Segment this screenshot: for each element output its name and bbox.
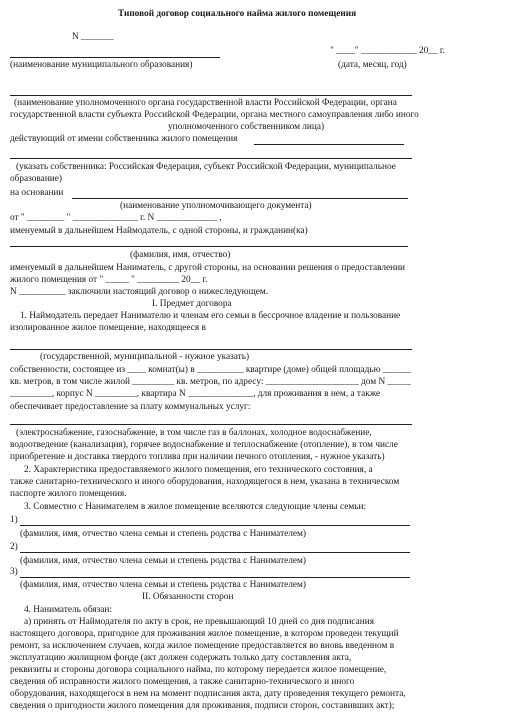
- family-member-1-blank: [20, 525, 410, 526]
- family-member-3-number: 3): [10, 567, 18, 577]
- clause-4a-line-5: реквизиты и стороны договора социального найма, по которому передается жилое помещение,: [10, 665, 387, 675]
- tenant-line-2: жилого помещения от " _____ " _________ 20__ г.: [10, 275, 208, 285]
- family-member-1-caption: (фамилия, имя, отчество члена семьи и степень родства с Нанимателем): [20, 529, 306, 539]
- owner-caption-1: (указать собственника: Российская Федерация, субъект Российской Федерации, муниципальное: [16, 162, 396, 172]
- contract-date: " ____" ____________ 20__ г.: [330, 46, 445, 56]
- clause-1-line-2: изолированное жилое помещение, находящееся в: [10, 323, 206, 333]
- tenant-line-1: именуемый в дальнейшем Наниматель, с другой стороны, на основании решения о предоставлении: [10, 263, 406, 273]
- authority-caption-1: (наименование уполномоченного органа государственной власти Российской Федерации, органа: [14, 98, 397, 108]
- basis-blank: [72, 198, 408, 199]
- family-member-3-caption: (фамилия, имя, отчество члена семьи и степень родства с Нанимателем): [20, 580, 306, 590]
- clause-4a-line-2: настоящего договора, пригодное для проживания жилое помещение, в котором проведен текущий: [10, 629, 399, 639]
- ownership-blank: [10, 349, 412, 350]
- clause-2-line-1: 2. Характеристика предоставляемого жилого помещения, его технического состояния, а: [24, 465, 373, 475]
- clause-4a-line-1: а) принять от Наймодателя по акту в срок, не превышающий 10 дней со дня подписания: [24, 617, 375, 627]
- date-caption: (дата, месяц, год): [338, 60, 407, 70]
- municipality-blank: [10, 57, 220, 58]
- authorizing-doc-caption: (наименование уполномочивающего документа): [120, 201, 312, 211]
- clause-4a-line-6: сведения об исправности жилого помещения, а также санитарно-технического и иного: [10, 677, 355, 687]
- owner-blank: [10, 158, 412, 159]
- municipality-caption: (наименование муниципального образования): [10, 60, 193, 70]
- clause-1-line-5: _________, корпус N _________, квартира N ______________, для проживания в нем, а также: [10, 389, 381, 399]
- clause-1-line-6: обеспечивает предоставление за плату коммунальных услуг:: [10, 402, 251, 412]
- contract-number: N _______: [72, 32, 114, 42]
- clause-2-line-2: также санитарно-технического и иного оборудования, находящегося в нем, указана в техническом: [10, 477, 400, 487]
- utilities-line-1: (электроснабжение, газоснабжение, в том числе газ в баллонах, холодное водоснабжение,: [16, 428, 372, 438]
- clause-4a-line-4: эксплуатацию жилищном фонде (акт должен содержать только дату составления акта,: [10, 653, 352, 663]
- utilities-line-3: приобретение и доставка твердого топлива при наличии печного отопления, - нужное указать): [10, 452, 385, 462]
- authority-caption-2: государственной власти субъекта Российской Федерации, органа местного самоуправления либо иного: [10, 110, 419, 120]
- utilities-blank: [10, 424, 412, 425]
- authority-blank: [10, 95, 412, 96]
- basis-line: на основании: [10, 188, 64, 198]
- clause-4a-line-3: ремонт, за исключением случаев, когда жилое помещение предоставляется во вновь введенном в: [10, 641, 395, 651]
- clause-4a-line-8: сведения о пригодности жилого помещения для проживания, подписи сторон, составивших акт);: [10, 701, 395, 711]
- authorizing-doc-date: от " ________ " ______________ г. N _____________ ,: [10, 213, 222, 223]
- clause-2-line-3: паспорте жилого помещения.: [10, 489, 127, 499]
- family-member-1-number: 1): [10, 515, 18, 525]
- clause-1-line-1: 1. Наймодатель передает Нанимателю и членам его семьи в бессрочное владение и пользование: [20, 311, 401, 321]
- landlord-line: именуемый в дальнейшем Наймодатель, с одной стороны, и гражданин(ка): [10, 226, 308, 236]
- tenant-line-3: N __________ заключили настоящий договор о нижеследующем.: [10, 287, 269, 297]
- owner-caption-2: образование): [10, 174, 62, 184]
- acting-on-behalf: действующий от имени собственника жилого помещения: [10, 134, 238, 144]
- utilities-line-2: водоотведение (канализация), горячее водоснабжение и теплоснабжение (отопление), в том числе: [10, 440, 398, 450]
- clause-1-line-3: собственности, состоящее из ____ комнат(ы) в __________ квартире (доме) общей площадью ______: [10, 365, 411, 375]
- family-member-2-number: 2): [10, 542, 18, 552]
- authority-caption-3: уполномоченного собственником лица): [168, 122, 325, 132]
- tenant-name-blank: [10, 246, 408, 247]
- clause-4-heading: 4. Наниматель обязан:: [24, 605, 112, 615]
- family-member-2-blank: [20, 552, 410, 553]
- clause-1-line-4: кв. метров, в том числе жилой _________ кв. метров, по адресу: ____________________ дом N _____: [10, 377, 411, 387]
- family-member-2-caption: (фамилия, имя, отчество члена семьи и степень родства с Нанимателем): [20, 556, 306, 566]
- acting-blank: [254, 144, 404, 145]
- tenant-fio-caption: (фамилия, имя, отчество): [130, 250, 231, 260]
- section-1-heading: I. Предмет договора: [152, 299, 232, 309]
- family-member-3-blank: [20, 577, 410, 578]
- document-title: Типовой договор социального найма жилого помещения: [118, 9, 357, 19]
- ownership-caption: (государственной, муниципальной - нужное указать): [40, 352, 250, 362]
- clause-4a-line-7: оборудования, находящегося в нем на момент подписания акта, дату проведения текущего ремонта,: [10, 689, 406, 699]
- section-2-heading: II. Обязанности сторон: [142, 592, 234, 602]
- clause-3-line-1: 3. Совместно с Нанимателем в жилое помещение вселяются следующие члены семьи:: [24, 502, 367, 512]
